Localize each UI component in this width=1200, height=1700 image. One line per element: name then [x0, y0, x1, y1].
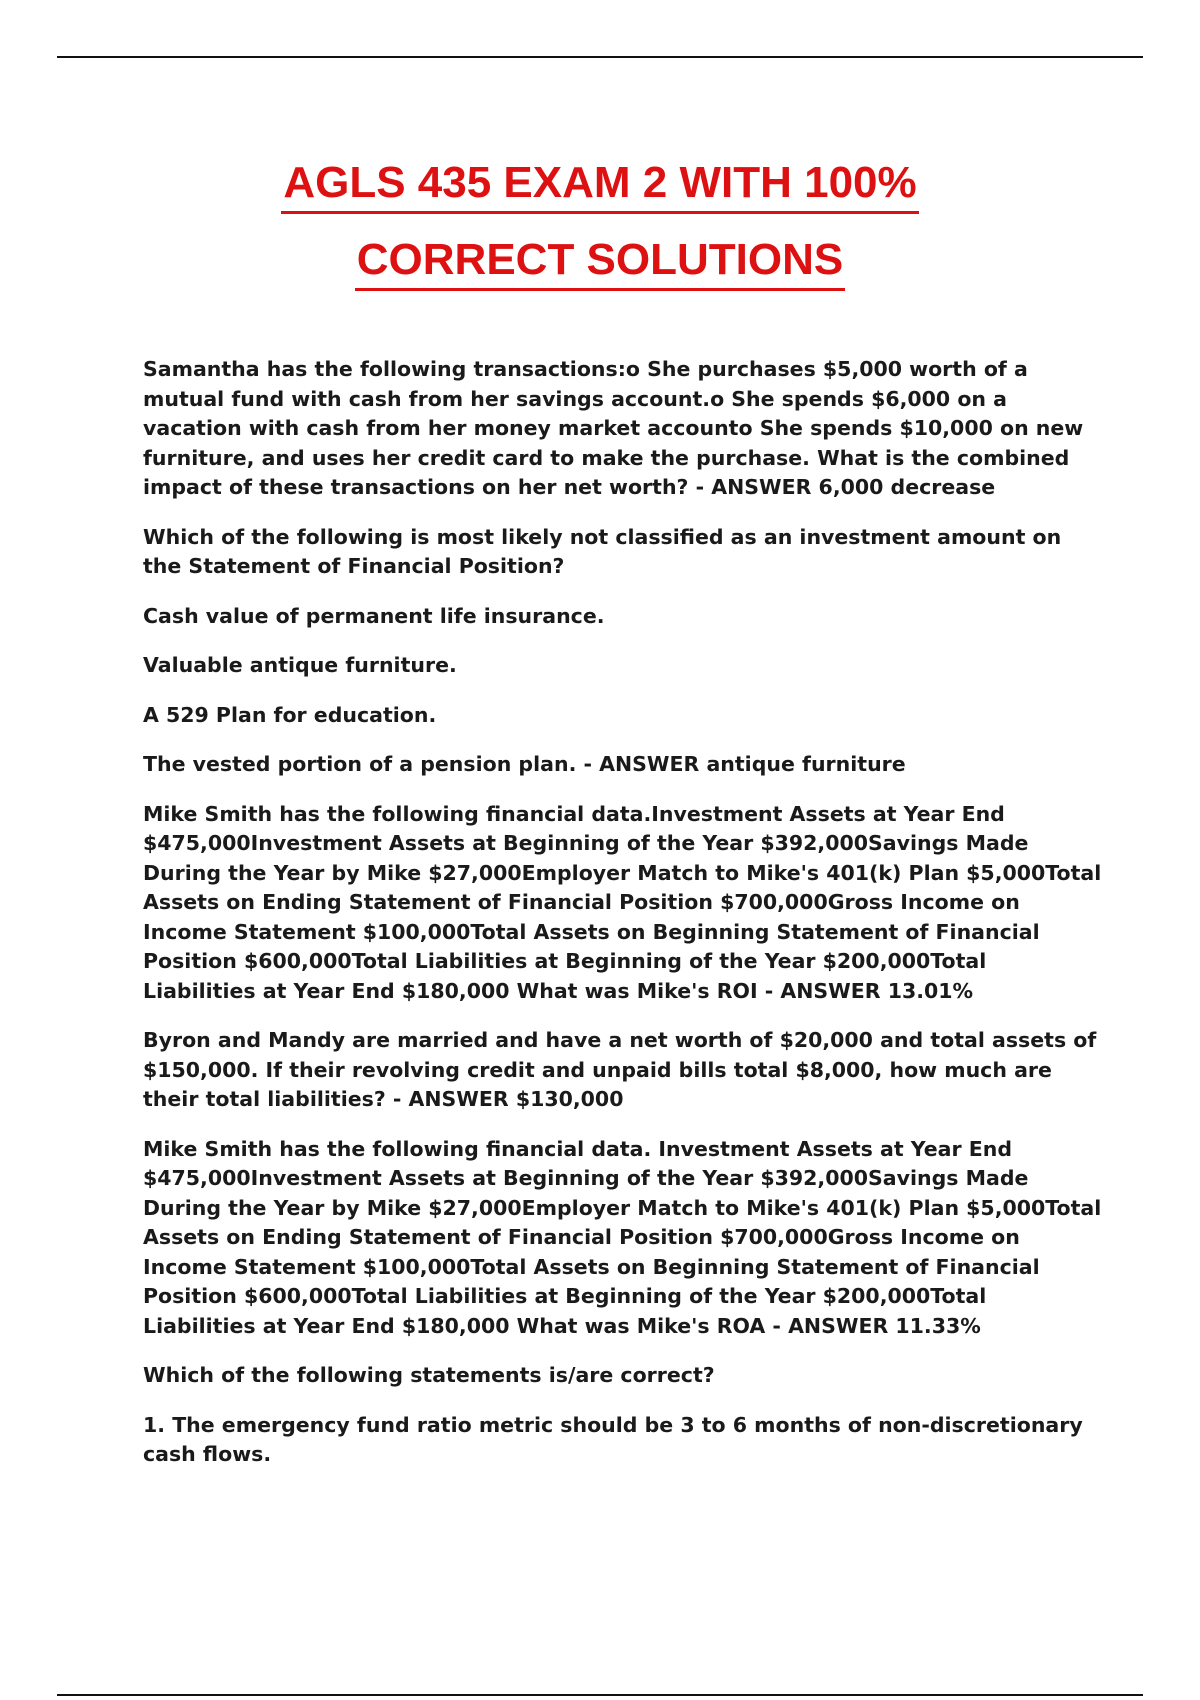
header-rule	[57, 56, 1143, 58]
question-mike-roi: Mike Smith has the following financial data.Investment Assets at Year End $475,000Investment Assets at Beginning of the Year $392,000Savings Made During the Year by Mike $27,000Employer Match to Mike's 401(k) Plan $5,000Total Assets on Ending Statement of Financial Position $700,000Gross Income on Income Statement $100,000Total Assets on Beginning Statement of Financial Position $600,000Total Liabilities at Beginning of the Year $200,000Total Liabilities at Year End $180,000 What was Mike's ROI - ANSWER 13.01%	[143, 801, 1102, 1003]
option-antique-furniture: Valuable antique furniture.	[143, 653, 457, 677]
option-pension-answer: The vested portion of a pension plan. - ANSWER antique furniture	[143, 752, 906, 776]
title-line-2: CORRECT SOLUTIONS	[355, 232, 845, 291]
question-byron-mandy: Byron and Mandy are married and have a net worth of $20,000 and total assets of $150,000. If their revolving credit and unpaid bills total $8,000, how much are their total liabilities? - ANSWER $130,000	[143, 1028, 1097, 1111]
option-cash-value: Cash value of permanent life insurance.	[143, 603, 605, 628]
option-529-plan: A 529 Plan for education.	[143, 702, 437, 727]
footer-rule	[57, 1694, 1143, 1696]
question-statements: Which of the following statements is/are correct?	[143, 1363, 715, 1387]
question-samantha: Samantha has the following transactions:o She purchases $5,000 worth of a mutual fund with cash from her savings account.o She spends $6,000 on a vacation with cash from her money market accounto She spends $10,000 on new furniture, and uses her credit card to make the purchase. What is the combined impact of these transactions on her net worth? - ANSWER 6,000 decrease	[143, 357, 1084, 499]
document-body	[143, 355, 1103, 1490]
document-title	[0, 148, 1200, 295]
question-investment-classification: Which of the following is most likely not classified as an investment amount on the Statement of Financial Position?	[143, 524, 1062, 578]
statement-emergency-fund: 1. The emergency fund ratio metric should be 3 to 6 months of non-discretionary cash flows.	[143, 1412, 1083, 1466]
title-line-1: AGLS 435 EXAM 2 WITH 100%	[281, 155, 918, 214]
question-mike-roa: Mike Smith has the following financial data. Investment Assets at Year End $475,000Investment Assets at Beginning of the Year $392,000Savings Made During the Year by Mike $27,000Employer Match to Mike's 401(k) Plan $5,000Total Assets on Ending Statement of Financial Position $700,000Gross Income on Income Statement $100,000Total Assets on Beginning Statement of Financial Position $600,000Total Liabilities at Beginning of the Year $200,000Total Liabilities at Year End $180,000 What was Mike's ROA - ANSWER 11.33%	[143, 1136, 1102, 1338]
